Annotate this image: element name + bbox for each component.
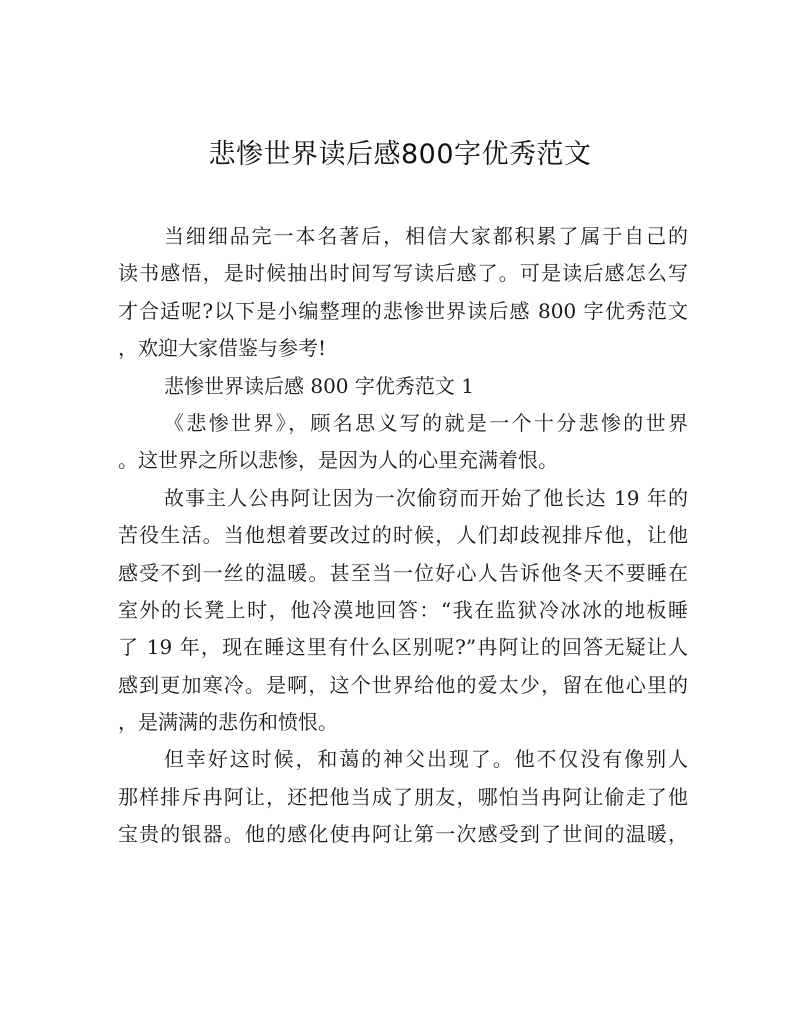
text-line: 宝贵的银器。他的感化使冉阿让第一次感受到了世间的温暖， — [118, 822, 688, 847]
text-line: 读书感悟，是时候抽出时间写写读后感了。可是读后感怎么写 — [118, 261, 688, 286]
text-line: 但幸好这时候，和蔼的神父出现了。他不仅没有像别人 — [164, 747, 688, 772]
text-line: 悲惨世界读后感 800 字优秀范文 1 — [164, 373, 474, 398]
text-line: ，欢迎大家借鉴与参考! — [118, 336, 327, 361]
text-line: 苦役生活。当他想着要改过的时候，人们却歧视排斥他，让他 — [118, 523, 688, 548]
text-line: 才合适呢?以下是小编整理的悲惨世界读后感 800 字优秀范文 — [118, 298, 688, 323]
text-line: 那样排斥冉阿让，还把他当成了朋友，哪怕当冉阿让偷走了他 — [118, 784, 688, 809]
text-line: ，是满满的悲伤和愤恨。 — [118, 710, 338, 735]
text-line: 故事主人公冉阿让因为一次偷窃而开始了他长达 19 年的 — [164, 485, 688, 510]
text-line: 了 19 年，现在睡这里有什么区别呢?”冉阿让的回答无疑让人 — [118, 635, 688, 660]
text-line: 当细细品完一本名著后，相信大家都积累了属于自己的 — [164, 224, 688, 248]
document-title: 悲惨世界读后感800字优秀范文 — [208, 139, 592, 170]
text-line: 。这世界之所以悲惨，是因为人的心里充满着恨。 — [118, 448, 558, 473]
text-line: 室外的长凳上时，他冷漠地回答：“我在监狱冷冰冰的地板睡 — [118, 597, 688, 622]
document-body — [118, 218, 688, 854]
text-line: 《悲惨世界》，顾名思义写的就是一个十分悲惨的世界 — [164, 410, 688, 435]
text-line: 感受不到一丝的温暖。甚至当一位好心人告诉他冬天不要睡在 — [118, 560, 688, 585]
text-line: 感到更加寒冷。是啊，这个世界给他的爱太少，留在他心里的 — [118, 672, 688, 697]
